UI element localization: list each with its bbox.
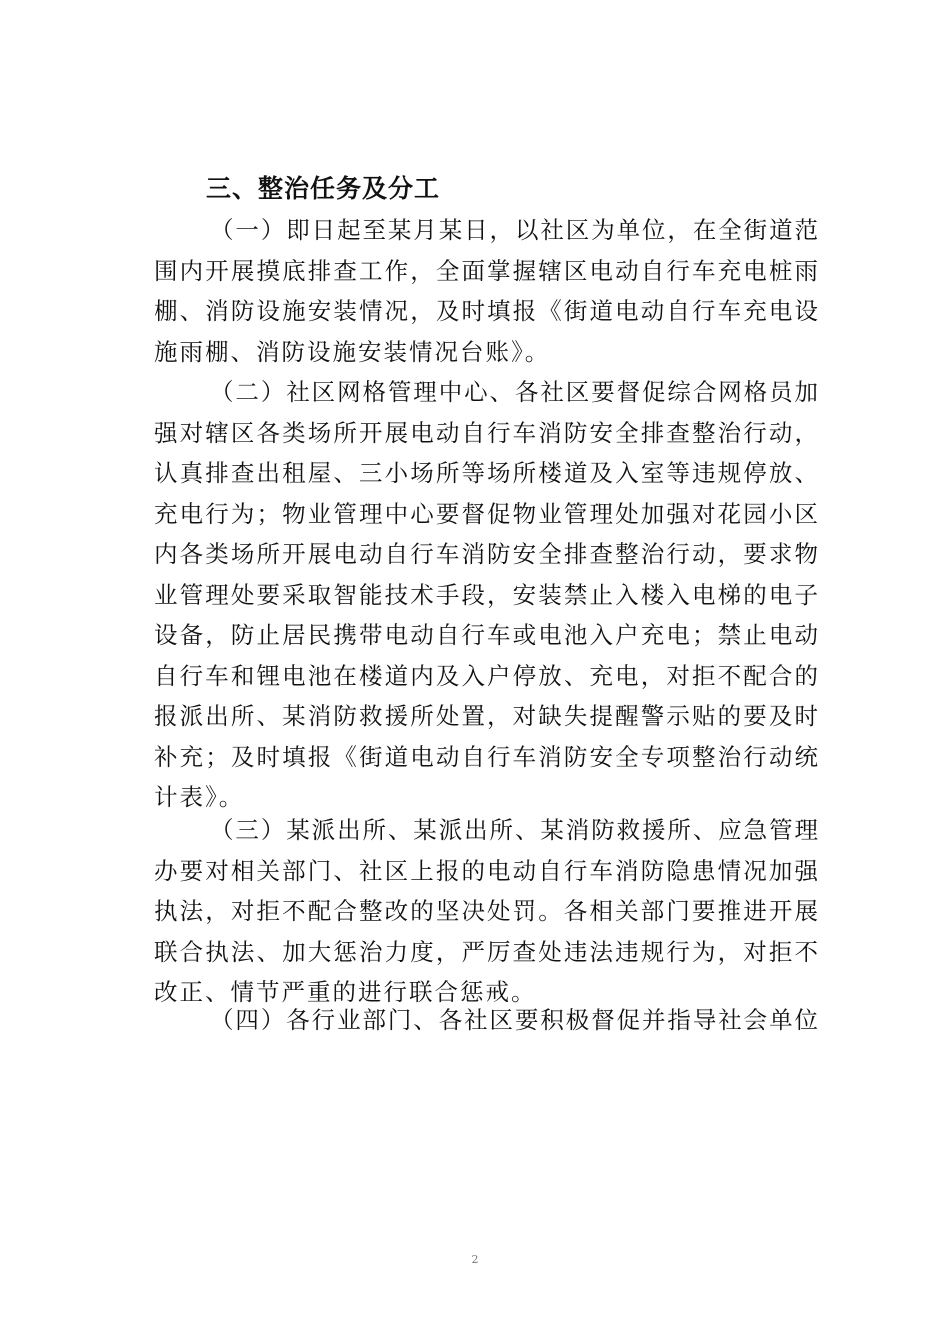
- paragraph-3: [154, 810, 818, 1013]
- paragraph-line: 施雨棚、消防设施安装情况台账》。: [154, 337, 551, 366]
- paragraph-line: 棚、消防设施安装情况，及时填报《街道电动自行车充电设: [154, 297, 818, 325]
- paragraph-line: （三）某派出所、某派出所、某消防救援所、应急管理: [210, 816, 818, 844]
- paragraph-line: （二）社区网格管理中心、各社区要督促综合网格员加: [210, 378, 818, 406]
- paragraph-line: 认真排查出租屋、三小场所等场所楼道及入室等违规停放、: [154, 459, 818, 487]
- paragraph-line: 设备，防止居民携带电动自行车或电池入户充电；禁止电动: [154, 621, 818, 649]
- paragraph-line: 内各类场所开展电动自行车消防安全排查整治行动，要求物: [154, 540, 818, 568]
- section-heading: 三、整治任务及分工: [206, 174, 441, 203]
- paragraph-4: [154, 1000, 818, 1041]
- paragraph-line: 业管理处要采取智能技术手段，安装禁止入楼入电梯的电子: [154, 580, 818, 609]
- paragraph-line: 充电行为；物业管理中心要督促物业管理处加强对花园小区: [154, 499, 818, 528]
- paragraph-2: [154, 372, 818, 818]
- paragraph-line: （一）即日起至某月某日，以社区为单位，在全街道范: [210, 216, 818, 244]
- paragraph-line: （四）各行业部门、各社区要积极督促并指导社会单位: [210, 1006, 818, 1034]
- page-number: 2: [471, 1253, 479, 1266]
- paragraph-line: 强对辖区各类场所开展电动自行车消防安全排查整治行动，: [154, 418, 818, 447]
- paragraph-line: 补充；及时填报《街道电动自行车消防安全专项整治行动统: [154, 742, 818, 771]
- paragraph-line: 计表》。: [154, 783, 245, 811]
- paragraph-line: 围内开展摸底排查工作，全面掌握辖区电动自行车充电桩雨: [154, 256, 818, 285]
- paragraph-line: 自行车和锂电池在楼道内及入户停放、充电，对拒不配合的: [154, 661, 818, 690]
- paragraph-1: [154, 210, 818, 372]
- paragraph-line: 报派出所、某消防救援所处置，对缺失提醒警示贴的要及时: [154, 702, 818, 730]
- paragraph-line: 执法，对拒不配合整改的坚决处罚。各相关部门要推进开展: [154, 897, 818, 925]
- paragraph-line: 改正、情节严重的进行联合惩戒。: [154, 978, 537, 1006]
- paragraph-line: 办要对相关部门、社区上报的电动自行车消防隐患情况加强: [154, 856, 818, 885]
- paragraph-line: 联合执法、加大惩治力度，严厉查处违法违规行为，对拒不: [154, 937, 818, 966]
